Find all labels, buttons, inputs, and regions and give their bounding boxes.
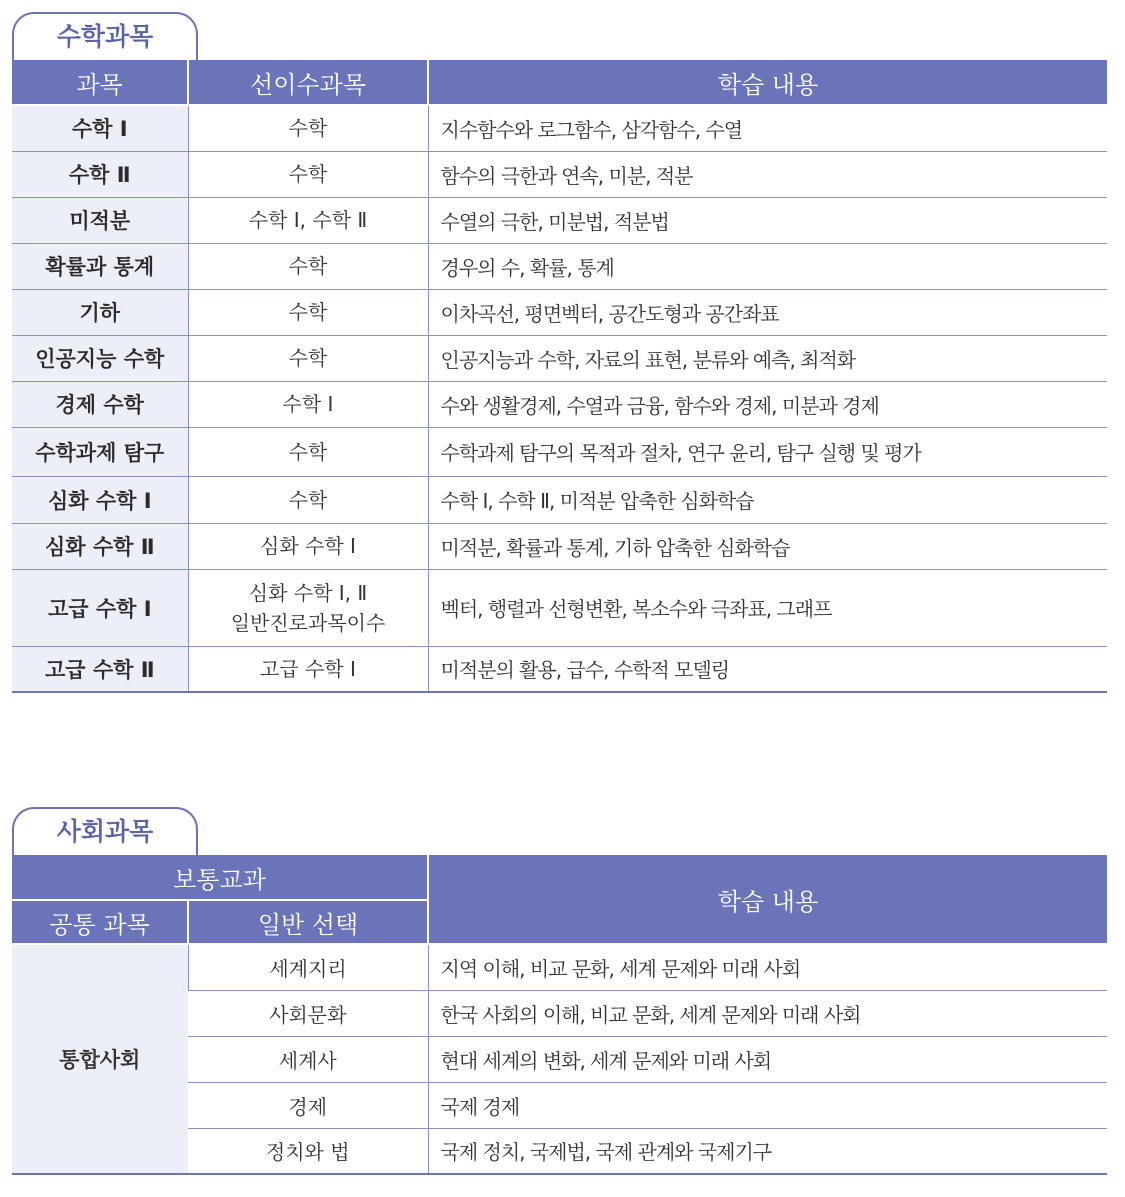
prereq-line: 수학	[288, 487, 328, 512]
header-common: 공통 과목	[12, 900, 188, 944]
prereq-cell	[188, 151, 428, 197]
table-row	[12, 476, 1107, 523]
subject-cell: 수학 Ⅰ	[12, 105, 188, 151]
content-cell: 인공지능과 수학, 자료의 표현, 분류와 예측, 최적화	[428, 335, 1107, 381]
content-cell: 미적분의 활용, 급수, 수학적 모델링	[428, 646, 1107, 692]
table-row	[12, 381, 1107, 427]
table-row	[12, 427, 1107, 476]
content-cell: 지수함수와 로그함수, 삼각함수, 수열	[428, 105, 1107, 151]
prereq-cell	[188, 289, 428, 335]
prereq-cell	[188, 197, 428, 243]
prereq-line: 심화 수학 Ⅰ, Ⅱ	[248, 580, 368, 605]
subject-cell: 고급 수학 Ⅱ	[12, 646, 188, 692]
content-cell: 수학과제 탐구의 목적과 절차, 연구 윤리, 탐구 실행 및 평가	[428, 427, 1107, 476]
table-row	[12, 243, 1107, 289]
subject-cell: 인공지능 수학	[12, 335, 188, 381]
content-cell: 수학 Ⅰ, 수학 Ⅱ, 미적분 압축한 심화학습	[428, 476, 1107, 523]
subject-cell: 심화 수학 Ⅰ	[12, 476, 188, 523]
general-subject-cell: 세계지리	[188, 944, 428, 990]
general-subject-cell: 경제	[188, 1082, 428, 1128]
prereq-line: 수학	[288, 300, 328, 324]
prereq-line: 수학	[288, 439, 328, 464]
table-row	[12, 944, 1107, 990]
content-cell: 한국 사회의 이해, 비교 문화, 세계 문제와 미래 사회	[428, 990, 1107, 1036]
social-section-tab: 사회과목	[12, 807, 198, 855]
content-cell: 미적분, 확률과 통계, 기하 압축한 심화학습	[428, 523, 1107, 569]
table-row	[12, 569, 1107, 646]
prereq-cell	[188, 476, 428, 523]
prereq-line: 수학 Ⅰ	[282, 392, 334, 416]
prereq-cell	[188, 646, 428, 692]
prereq-cell	[188, 381, 428, 427]
content-cell: 수와 생활경제, 수열과 금융, 함수와 경제, 미분과 경제	[428, 381, 1107, 427]
table-row	[12, 646, 1107, 692]
table-row	[12, 105, 1107, 151]
header-subject: 과목	[12, 60, 188, 105]
content-cell: 국제 경제	[428, 1082, 1107, 1128]
prereq-cell	[188, 335, 428, 381]
subject-cell: 미적분	[12, 197, 188, 243]
prereq-cell	[188, 569, 428, 646]
table-row	[12, 335, 1107, 381]
general-subject-cell: 사회문화	[188, 990, 428, 1036]
content-cell: 현대 세계의 변화, 세계 문제와 미래 사회	[428, 1036, 1107, 1082]
content-cell: 이차곡선, 평면벡터, 공간도형과 공간좌표	[428, 289, 1107, 335]
prereq-cell	[188, 243, 428, 289]
general-subject-cell: 정치와 법	[188, 1128, 428, 1174]
prereq-cell	[188, 523, 428, 569]
content-cell: 경우의 수, 확률, 통계	[428, 243, 1107, 289]
subject-cell: 심화 수학 Ⅱ	[12, 523, 188, 569]
content-cell: 벡터, 행렬과 선형변환, 복소수와 극좌표, 그래프	[428, 569, 1107, 646]
common-subject-cell: 통합사회	[12, 944, 188, 1174]
prereq-line: 일반진로과목이수	[230, 610, 386, 635]
header-regular: 보통교과	[12, 855, 428, 900]
subject-cell: 수학과제 탐구	[12, 427, 188, 476]
header-content: 학습 내용	[428, 60, 1107, 105]
content-cell: 함수의 극한과 연속, 미분, 적분	[428, 151, 1107, 197]
prereq-line: 수학	[288, 162, 328, 186]
prereq-line: 수학	[288, 116, 328, 141]
table-row	[12, 289, 1107, 335]
subject-cell: 기하	[12, 289, 188, 335]
content-cell: 수열의 극한, 미분법, 적분법	[428, 197, 1107, 243]
prereq-line: 심화 수학 Ⅰ	[260, 534, 356, 558]
subject-cell: 경제 수학	[12, 381, 188, 427]
math-subjects-table	[12, 60, 1107, 693]
table-row	[12, 151, 1107, 197]
header-general: 일반 선택	[188, 900, 428, 944]
general-subject-cell: 세계사	[188, 1036, 428, 1082]
subject-cell: 고급 수학 Ⅰ	[12, 569, 188, 646]
header-prereq: 선이수과목	[188, 60, 428, 105]
table-row	[12, 523, 1107, 569]
prereq-line: 수학	[288, 346, 328, 370]
content-cell: 지역 이해, 비교 문화, 세계 문제와 미래 사회	[428, 944, 1107, 990]
subject-cell: 수학 Ⅱ	[12, 151, 188, 197]
prereq-cell	[188, 427, 428, 476]
header-content: 학습 내용	[428, 855, 1107, 944]
social-subjects-table	[12, 855, 1107, 1175]
prereq-line: 수학	[288, 254, 328, 278]
prereq-cell	[188, 105, 428, 151]
table-row	[12, 197, 1107, 243]
math-section-tab: 수학과목	[12, 12, 198, 60]
prereq-line: 수학 Ⅰ, 수학 Ⅱ	[248, 208, 368, 232]
prereq-line: 고급 수학 Ⅰ	[260, 656, 356, 681]
content-cell: 국제 정치, 국제법, 국제 관계와 국제기구	[428, 1128, 1107, 1174]
subject-cell: 확률과 통계	[12, 243, 188, 289]
